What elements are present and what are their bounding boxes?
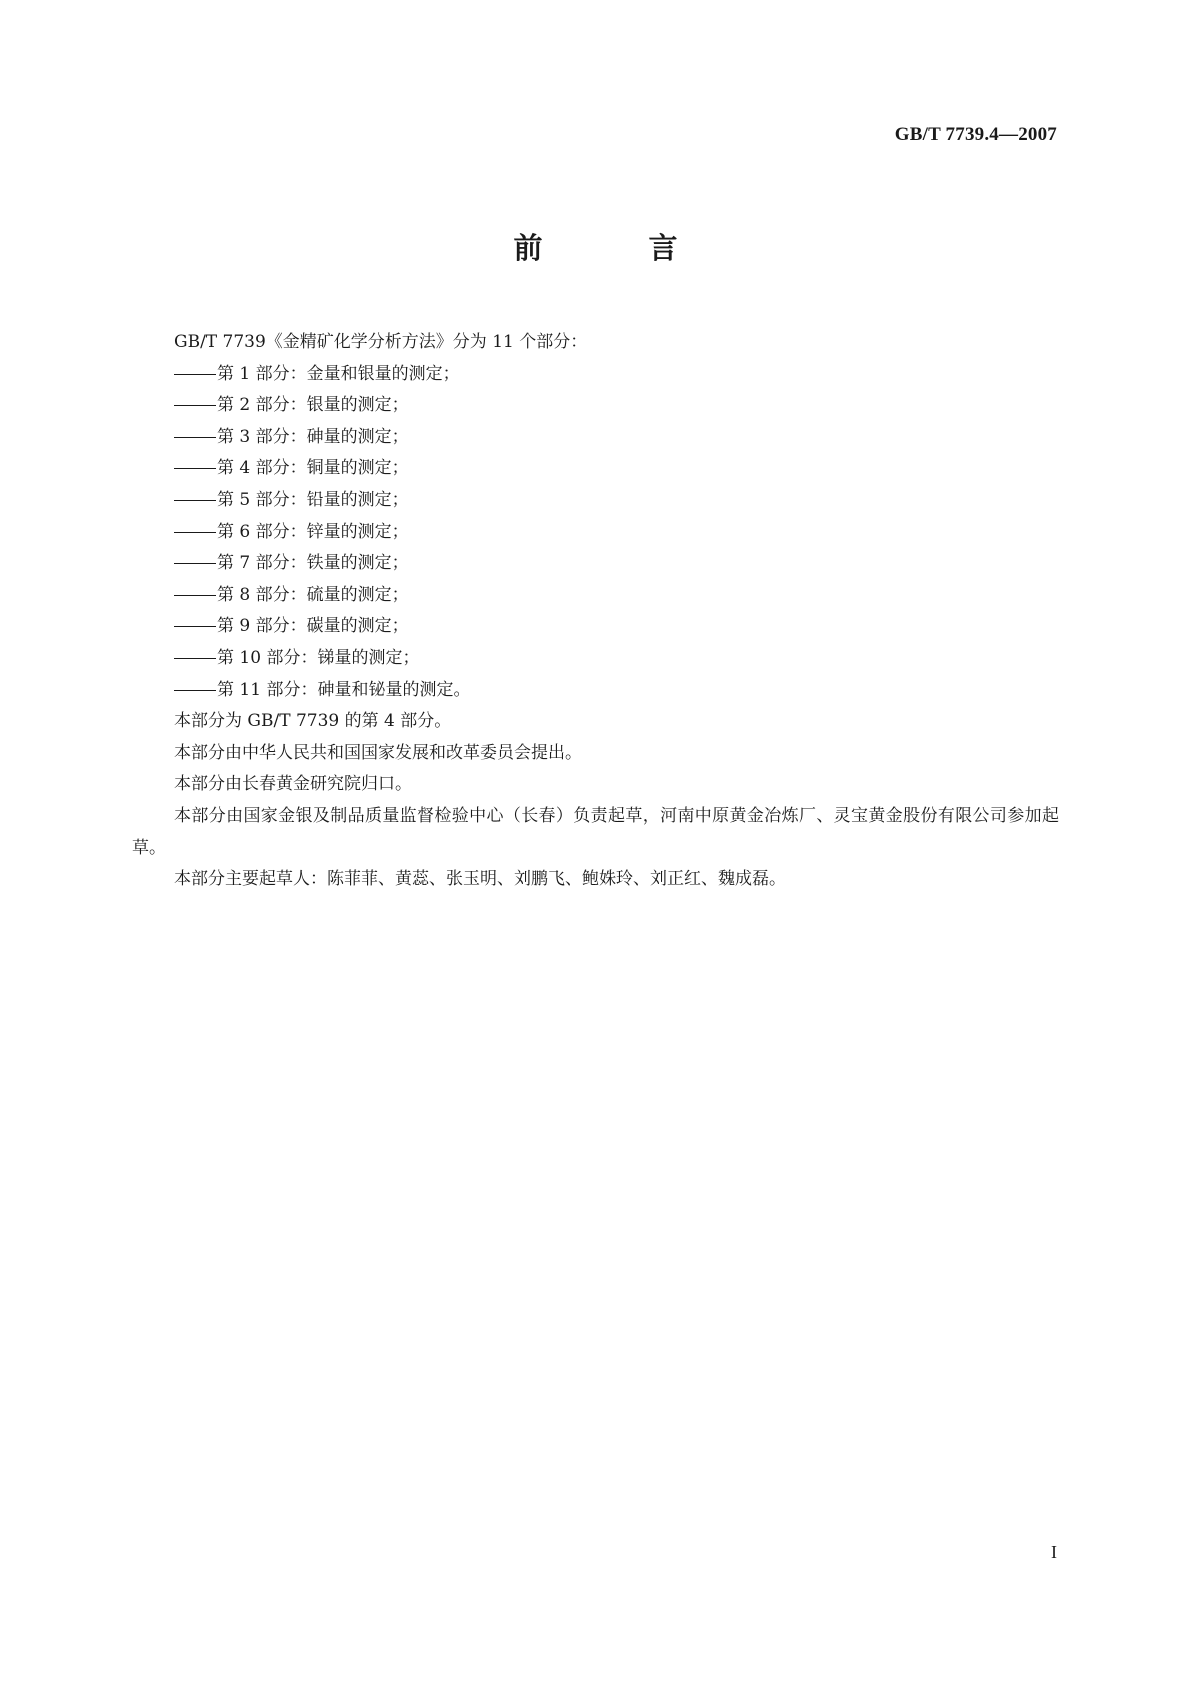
- dash-mark: [174, 690, 216, 691]
- dash-mark: [174, 437, 216, 438]
- part-list-item: 第 6 部分：锌量的测定；: [132, 517, 1059, 549]
- foreword-body: [132, 327, 1059, 896]
- part-list-item: 第 11 部分：砷量和铋量的测定。: [132, 675, 1059, 707]
- part-list-item: 第 2 部分：银量的测定；: [132, 390, 1059, 422]
- part-list-item: 第 3 部分：砷量的测定；: [132, 422, 1059, 454]
- dash-mark: [174, 595, 216, 596]
- dash-mark: [174, 563, 216, 564]
- part-number-statement: 本部分为 GB/T 7739 的第 4 部分。: [174, 711, 452, 732]
- drafters-statement: 本部分主要起草人：陈菲菲、黄蕊、张玉明、刘鹏飞、鲍姝玲、刘正红、魏成磊。: [174, 869, 786, 890]
- dash-mark: [174, 532, 216, 533]
- part-list-item: 第 5 部分：铅量的测定；: [132, 485, 1059, 517]
- dash-mark: [174, 626, 216, 627]
- page-number: I: [1051, 1542, 1057, 1562]
- part-list-item: 第 1 部分：金量和银量的测定；: [132, 359, 1059, 391]
- intro-paragraph: GB/T 7739《金精矿化学分析方法》分为 11 个部分：: [174, 332, 588, 352]
- managed-by-statement: 本部分由长春黄金研究院归口。: [174, 774, 412, 795]
- dash-mark: [174, 468, 216, 469]
- dash-mark: [174, 658, 216, 659]
- dash-mark: [174, 500, 216, 501]
- dash-mark: [174, 374, 216, 375]
- part-list-item: 第 9 部分：碳量的测定；: [132, 611, 1059, 643]
- part-list-item: 第 7 部分：铁量的测定；: [132, 548, 1059, 580]
- document-code: GB/T 7739.4—2007: [894, 124, 1057, 145]
- page-title: 前 言: [513, 231, 726, 265]
- proposed-by-statement: 本部分由中华人民共和国国家发展和改革委员会提出。: [174, 742, 582, 763]
- drafted-by-statement: 本部分由国家金银及制品质量监督检验中心（长春）负责起草，河南中原黄金冶炼厂、灵宝黄金股份有限公司参加起草。: [132, 805, 1059, 858]
- part-list-item: 第 10 部分：锑量的测定；: [132, 643, 1059, 675]
- part-list-item: 第 8 部分：硫量的测定；: [132, 580, 1059, 612]
- part-list-item: 第 4 部分：铜量的测定；: [132, 453, 1059, 485]
- dash-mark: [174, 405, 216, 406]
